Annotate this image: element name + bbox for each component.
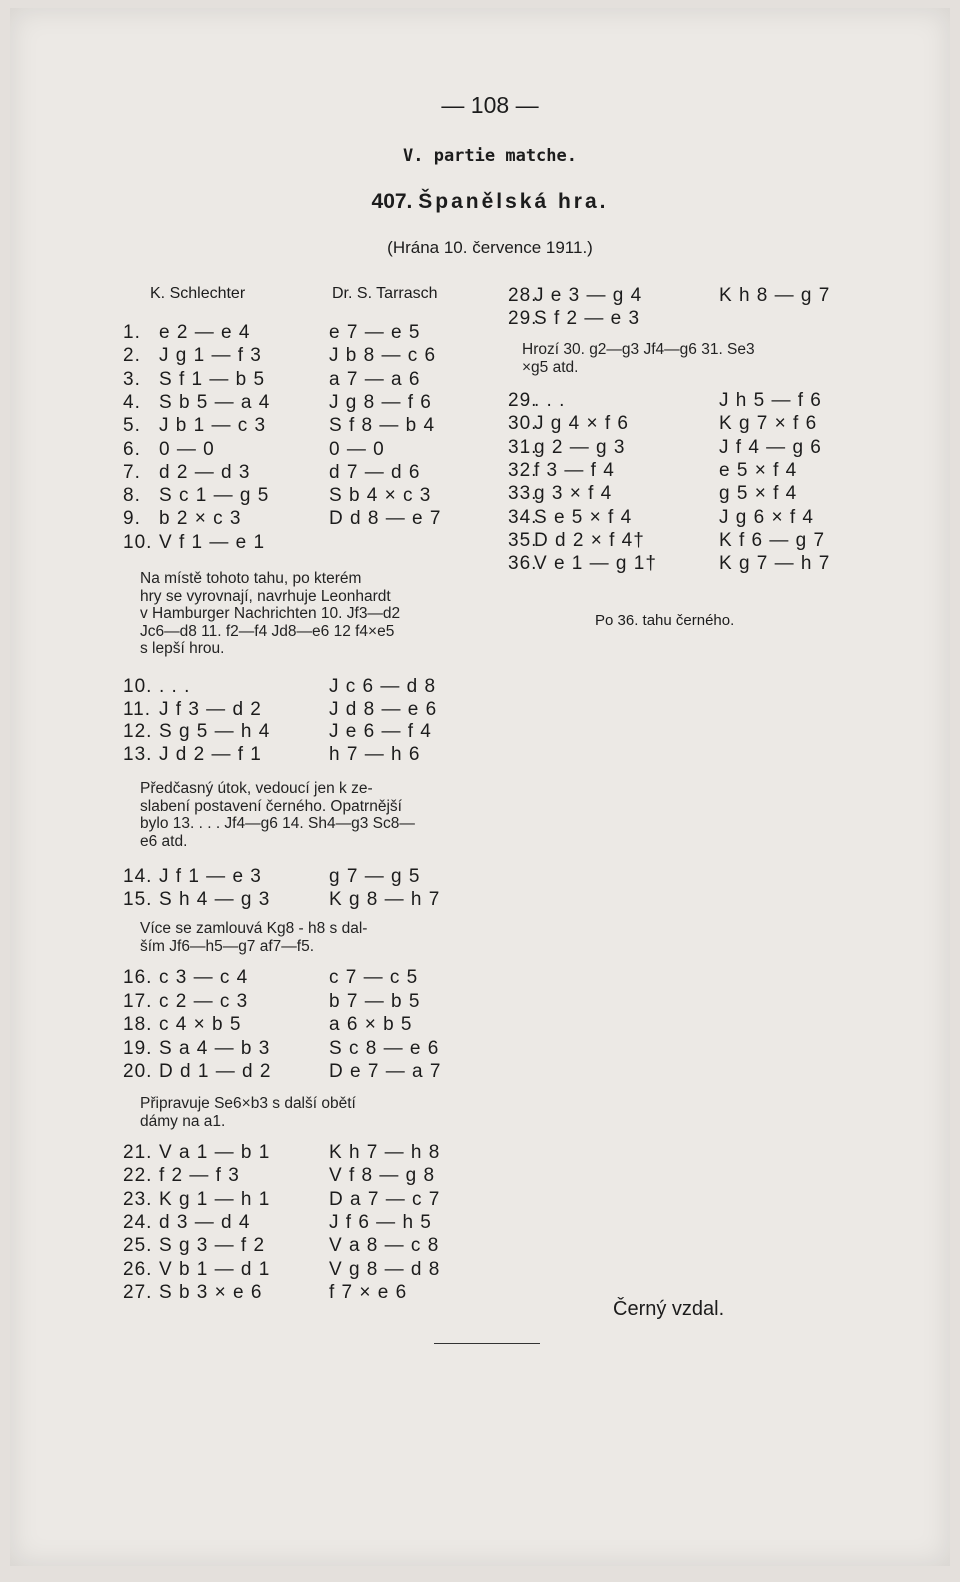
white-move: c 2 — c 3 bbox=[159, 990, 249, 1012]
move-row bbox=[123, 967, 418, 989]
move-number: 15. bbox=[123, 889, 153, 910]
annotation-line: Předčasný útok, vedoucí jen k ze- bbox=[140, 780, 373, 797]
black-move: J f 6 — h 5 bbox=[329, 1211, 432, 1233]
white-move: J e 3 — g 4 bbox=[534, 285, 643, 306]
move-number: 5. bbox=[123, 415, 141, 437]
move-row bbox=[508, 390, 822, 412]
black-move: g 7 — g 5 bbox=[329, 866, 421, 887]
move-row bbox=[508, 285, 830, 307]
white-move: V f 1 — e 1 bbox=[159, 531, 266, 553]
chess-board bbox=[580, 632, 794, 846]
black-move: d 7 — d 6 bbox=[329, 461, 421, 483]
white-move: b 2 × c 3 bbox=[159, 508, 242, 530]
white-move: S a 4 — b 3 bbox=[159, 1037, 271, 1059]
move-number: 24. bbox=[123, 1211, 153, 1233]
annotation-line: s lepší hrou. bbox=[140, 640, 225, 657]
black-move: K g 8 — h 7 bbox=[329, 889, 441, 910]
black-move: S b 4 × c 3 bbox=[329, 485, 432, 507]
white-move: S g 5 — h 4 bbox=[159, 721, 271, 742]
move-row bbox=[123, 322, 420, 344]
black-move: J c 6 — d 8 bbox=[329, 676, 437, 697]
black-move: g 5 × f 4 bbox=[719, 483, 798, 505]
move-row bbox=[123, 889, 440, 911]
move-row bbox=[123, 508, 441, 530]
white-move: J f 1 — e 3 bbox=[159, 866, 262, 887]
move-row bbox=[508, 460, 797, 482]
black-move: 0 — 0 bbox=[329, 438, 385, 460]
black-move: D d 8 — e 7 bbox=[329, 508, 442, 530]
move-number: 34. bbox=[508, 506, 538, 528]
move-number: 25. bbox=[123, 1235, 153, 1257]
move-row bbox=[123, 699, 437, 721]
white-player: K. Schlechter bbox=[150, 285, 246, 302]
opening-number: 407. bbox=[371, 190, 413, 213]
move-row bbox=[123, 485, 431, 507]
white-move: D d 1 — d 2 bbox=[159, 1061, 272, 1082]
move-row bbox=[123, 1212, 432, 1234]
black-move: V g 8 — d 8 bbox=[329, 1258, 441, 1280]
move-number: 11. bbox=[123, 698, 152, 720]
black-move: D a 7 — c 7 bbox=[329, 1188, 441, 1210]
white-move: J g 1 — f 3 bbox=[159, 345, 262, 367]
move-number: 6. bbox=[123, 438, 141, 460]
black-move: J d 8 — e 6 bbox=[329, 698, 438, 720]
move-row bbox=[123, 1235, 439, 1257]
white-move: . . . bbox=[534, 390, 566, 411]
white-move: d 2 — d 3 bbox=[159, 461, 251, 483]
white-move: J f 3 — d 2 bbox=[159, 698, 262, 720]
game-date: (Hrána 10. července 1911.) bbox=[387, 238, 593, 257]
page-divider bbox=[434, 1343, 540, 1344]
move-number: 13. bbox=[123, 743, 153, 765]
move-row bbox=[123, 532, 329, 554]
white-move: f 3 — f 4 bbox=[534, 459, 615, 481]
book-page bbox=[10, 8, 950, 1566]
move-row bbox=[123, 345, 436, 367]
black-move: b 7 — b 5 bbox=[329, 990, 421, 1012]
game-result: Černý vzdal. bbox=[613, 1298, 725, 1320]
black-move: e 5 × f 4 bbox=[719, 459, 798, 481]
move-row bbox=[508, 413, 817, 435]
move-number: 9. bbox=[123, 508, 141, 530]
move-number: 10. bbox=[123, 531, 153, 553]
move-number: 27. bbox=[123, 1281, 153, 1303]
black-move: V f 8 — g 8 bbox=[329, 1165, 436, 1187]
black-move: c 7 — c 5 bbox=[329, 967, 419, 988]
white-move: D d 2 × f 4† bbox=[534, 529, 645, 551]
move-number: 33. bbox=[508, 483, 538, 505]
move-row bbox=[123, 721, 432, 743]
move-number: 8. bbox=[123, 485, 141, 507]
move-row bbox=[123, 1038, 439, 1060]
annotation-line: hry se vyrovnají, navrhuje Leonhardt bbox=[140, 587, 391, 605]
black-move: K f 6 — g 7 bbox=[719, 529, 826, 551]
black-move: h 7 — h 6 bbox=[329, 743, 421, 765]
annotation-line: Na místě tohoto tahu, po kterém bbox=[140, 570, 362, 587]
move-number: 4. bbox=[123, 391, 141, 413]
white-move: V e 1 — g 1† bbox=[534, 553, 657, 575]
white-move: d 3 — d 4 bbox=[159, 1211, 251, 1233]
annotation-line: ším Jf6—h5—g7 af7—f5. bbox=[140, 937, 315, 955]
move-number: 14. bbox=[123, 866, 153, 887]
black-move: J h 5 — f 6 bbox=[719, 390, 822, 411]
black-move: K g 7 — h 7 bbox=[719, 553, 831, 575]
white-move: e 2 — e 4 bbox=[159, 322, 251, 343]
black-move: f 7 × e 6 bbox=[329, 1281, 408, 1303]
move-row bbox=[123, 392, 432, 414]
move-number: 28. bbox=[508, 285, 538, 306]
move-number: 32. bbox=[508, 459, 538, 481]
annotation-line: Připravuje Se6×b3 s další obětí bbox=[140, 1095, 356, 1112]
move-number: 21. bbox=[123, 1142, 153, 1163]
move-row bbox=[123, 866, 420, 888]
white-move: S c 1 — g 5 bbox=[159, 485, 270, 507]
white-move: f 2 — f 3 bbox=[159, 1165, 240, 1187]
move-row bbox=[123, 462, 420, 484]
move-number: 12. bbox=[123, 721, 153, 742]
black-move: J b 8 — c 6 bbox=[329, 345, 437, 367]
white-move: J b 1 — c 3 bbox=[159, 415, 267, 437]
black-move: J g 8 — f 6 bbox=[329, 391, 432, 413]
move-row bbox=[508, 483, 797, 505]
move-number: 23. bbox=[123, 1188, 153, 1210]
annotation-line: ×g5 atd. bbox=[522, 358, 579, 376]
move-row bbox=[123, 1014, 412, 1036]
move-row bbox=[123, 1259, 440, 1281]
annotation-line: dámy na a1. bbox=[140, 1112, 226, 1130]
black-move: a 6 × b 5 bbox=[329, 1014, 413, 1035]
move-row bbox=[508, 308, 719, 330]
move-row bbox=[123, 415, 435, 437]
move-number: 16. bbox=[123, 967, 153, 988]
white-move: J g 4 × f 6 bbox=[534, 413, 629, 435]
black-move: e 7 — e 5 bbox=[329, 322, 421, 343]
white-move: g 3 × f 4 bbox=[534, 483, 613, 505]
annotation-line: bylo 13. . . . Jf4—g6 14. Sh4—g3 Sc8— bbox=[140, 815, 415, 832]
move-row bbox=[123, 369, 420, 391]
page-number: — 108 — bbox=[441, 92, 539, 118]
move-number: 26. bbox=[123, 1258, 153, 1280]
white-move: . . . bbox=[159, 676, 191, 697]
move-row bbox=[508, 553, 830, 575]
black-move: J g 6 × f 4 bbox=[719, 506, 814, 528]
black-move: K g 7 × f 6 bbox=[719, 413, 818, 435]
annotation-line: v Hamburger Nachrichten 10. Jf3—d2 bbox=[140, 605, 401, 622]
annotation-line: Jc6—d8 11. f2—f4 Jd8—e6 12 f4×e5 bbox=[140, 622, 395, 640]
annotation-line: Hrozí 30. g2—g3 Jf4—g6 31. Se3 bbox=[522, 341, 755, 358]
white-move: g 2 — g 3 bbox=[534, 436, 626, 458]
move-number: 19. bbox=[123, 1037, 153, 1059]
white-move: V b 1 — d 1 bbox=[159, 1258, 271, 1280]
chess-diagram bbox=[580, 632, 794, 851]
white-move: S b 5 — a 4 bbox=[159, 391, 271, 413]
white-move: c 3 — c 4 bbox=[159, 967, 249, 988]
black-move: a 7 — a 6 bbox=[329, 368, 421, 390]
game-label: V. partie matche. bbox=[403, 146, 577, 166]
move-number: 22. bbox=[123, 1165, 153, 1187]
white-move: 0 — 0 bbox=[159, 438, 215, 460]
black-move: V a 8 — c 8 bbox=[329, 1235, 440, 1257]
black-move: S c 8 — e 6 bbox=[329, 1037, 440, 1059]
black-move: S f 8 — b 4 bbox=[329, 415, 436, 437]
move-number: 30. bbox=[508, 413, 538, 435]
black-move: J f 4 — g 6 bbox=[719, 436, 822, 458]
white-move: S h 4 — g 3 bbox=[159, 889, 271, 910]
move-row bbox=[508, 507, 814, 529]
move-number: 2. bbox=[123, 345, 141, 367]
diagram-caption: Po 36. tahu černého. bbox=[595, 612, 735, 629]
move-number: 3. bbox=[123, 368, 141, 390]
move-number: 18. bbox=[123, 1014, 153, 1035]
move-row bbox=[123, 439, 385, 461]
black-move: D e 7 — a 7 bbox=[329, 1061, 442, 1082]
black-move: K h 7 — h 8 bbox=[329, 1142, 441, 1163]
annotation-line: e6 atd. bbox=[140, 832, 188, 850]
white-move: S e 5 × f 4 bbox=[534, 506, 633, 528]
move-number: 31. bbox=[508, 436, 538, 458]
move-row bbox=[123, 744, 420, 766]
white-move: K g 1 — h 1 bbox=[159, 1188, 271, 1210]
move-number: 20. bbox=[123, 1061, 153, 1082]
move-row bbox=[123, 1061, 441, 1083]
white-move: V a 1 — b 1 bbox=[159, 1142, 271, 1163]
move-number: 7. bbox=[123, 461, 141, 483]
move-number: 1. bbox=[123, 322, 141, 343]
move-number: 36. bbox=[508, 553, 538, 575]
opening-name: Španělská hra. bbox=[418, 190, 609, 213]
opening-title bbox=[10, 190, 960, 214]
white-move: S b 3 × e 6 bbox=[159, 1281, 263, 1303]
white-move: J d 2 — f 1 bbox=[159, 743, 262, 765]
move-row bbox=[123, 676, 436, 698]
move-number: 17. bbox=[123, 990, 153, 1012]
move-row bbox=[123, 1282, 407, 1304]
move-number: 35. bbox=[508, 529, 538, 551]
move-number: 10. bbox=[123, 676, 153, 697]
move-row bbox=[508, 530, 825, 552]
annotation-line: Více se zamlouvá Kg8 - h8 s dal- bbox=[140, 920, 368, 937]
move-row bbox=[123, 1189, 440, 1211]
black-move: J e 6 — f 4 bbox=[329, 721, 432, 742]
move-row bbox=[123, 1142, 440, 1164]
white-move: c 4 × b 5 bbox=[159, 1014, 242, 1035]
white-move: S g 3 — f 2 bbox=[159, 1235, 266, 1257]
annotation-line: slabení postavení černého. Opatrnější bbox=[140, 797, 402, 815]
white-move: S f 1 — b 5 bbox=[159, 368, 266, 390]
move-number: 29. bbox=[508, 390, 538, 411]
move-row bbox=[123, 991, 420, 1013]
white-move: S f 2 — e 3 bbox=[534, 308, 641, 329]
move-number: 29. bbox=[508, 308, 538, 329]
black-player: Dr. S. Tarrasch bbox=[332, 285, 438, 302]
move-row bbox=[508, 437, 822, 459]
move-row bbox=[123, 1165, 435, 1187]
black-move: K h 8 — g 7 bbox=[719, 285, 831, 306]
